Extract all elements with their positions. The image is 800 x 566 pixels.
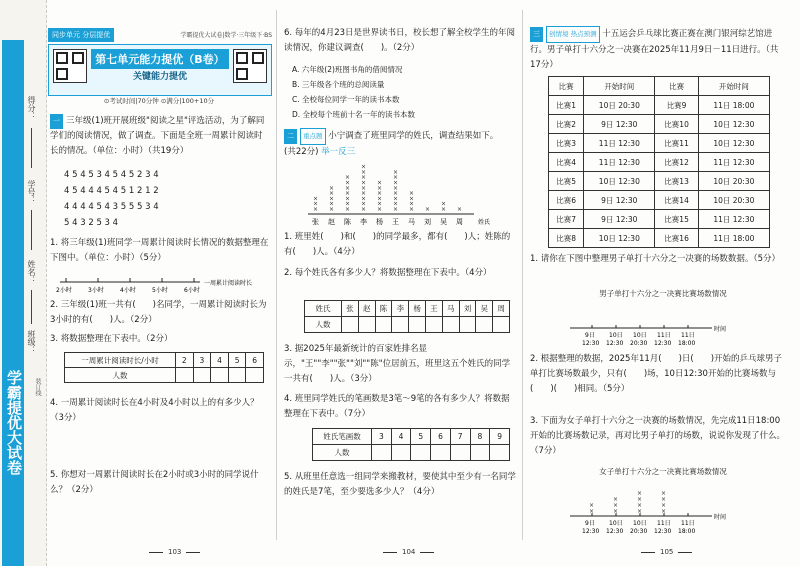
- tally-mark: ×: [393, 200, 399, 208]
- q1-3: 3. 将数据整理在下表中。（2分）: [50, 334, 173, 344]
- tick-label: 12:30: [606, 340, 624, 347]
- table-row: [549, 115, 770, 134]
- table-cell: 比赛4: [549, 153, 584, 172]
- tally-mark: ×: [329, 184, 335, 192]
- page-divider: [276, 10, 277, 540]
- answer-cell[interactable]: [409, 317, 426, 333]
- page-103: [46, 0, 272, 566]
- tick-label: 11日: [657, 332, 671, 339]
- axis-title: 时间: [714, 514, 727, 521]
- tally-mark: ×: [345, 200, 351, 208]
- table-header: 姓氏笔画数: [313, 429, 372, 445]
- surname-label: 王: [392, 218, 399, 226]
- intro-text: 十五运会乒乓球比赛正赛在澳门银河综艺馆进行。男子单打十六分之一决赛在2025年11月9日－11日进行。（共17分）: [530, 29, 779, 70]
- tally-mark: ×: [361, 200, 367, 208]
- q1-4: 4. 一周累计阅读时长在4小时及4小时以上的有多少人？（3分）: [50, 398, 259, 423]
- tally-mark: ×: [613, 496, 619, 503]
- tally-mark: ×: [329, 206, 335, 213]
- table-cell: 9日 12:30: [584, 210, 655, 229]
- tally-mark: ×: [345, 174, 351, 182]
- answer-cell[interactable]: [425, 317, 442, 333]
- table-cell: 比赛1: [549, 96, 584, 115]
- tally-mark: ×: [345, 179, 351, 187]
- page-number: 104: [378, 548, 439, 556]
- table-cell: 11日 12:30: [584, 134, 655, 153]
- table-header: 开始时间: [698, 77, 769, 96]
- intro-text: 小宁调查了班里同学的姓氏，调查结果如下。: [328, 131, 499, 141]
- reading-time-axis: [52, 272, 268, 294]
- answer-cell[interactable]: [431, 445, 451, 461]
- table-header: 一周累计阅读时长/小时: [65, 353, 176, 368]
- axis-label: 6小时: [184, 287, 200, 294]
- table-row: [549, 229, 770, 248]
- table-cell: 10日 12:30: [584, 229, 655, 248]
- table-cell: 10日 20:30: [698, 191, 769, 210]
- table-header: 5: [228, 353, 246, 368]
- option-d[interactable]: D. 全校每个班前十名一年的读书本数: [292, 110, 416, 119]
- tally-mark: ×: [661, 490, 667, 497]
- tally-mark: ×: [361, 206, 367, 213]
- answer-cell[interactable]: [442, 317, 459, 333]
- axis-label: 2小时: [56, 287, 72, 294]
- answer-cell[interactable]: [391, 445, 411, 461]
- related-link[interactable]: 举一反三: [321, 147, 356, 157]
- tally-mark: ×: [329, 200, 335, 208]
- option-b[interactable]: B. 三年级各个班的总阅读量: [292, 80, 385, 89]
- table-cell: 比赛11: [655, 134, 698, 153]
- table-header: 李: [392, 301, 409, 317]
- tally-mark: ×: [377, 195, 383, 203]
- tick-label: 12:30: [582, 528, 600, 535]
- table-header: 8: [470, 429, 490, 445]
- table-header: 7: [450, 429, 470, 445]
- table-header: 5: [411, 429, 431, 445]
- table-cell: 比赛6: [549, 191, 584, 210]
- table-cell: 比赛5: [549, 172, 584, 191]
- table-header: 3: [193, 353, 211, 368]
- table-header: 陈: [375, 301, 392, 317]
- tally-mark: ×: [637, 508, 643, 515]
- table-cell: 比赛12: [655, 153, 698, 172]
- q3-3: 3. 下面为女子单打十六分之一决赛的场数情况，先完成11日18:00开始的比赛场数记录，再对比男子单打的场数，说说你发现了什么。（7分）: [530, 416, 786, 456]
- tally-mark: ×: [613, 502, 619, 509]
- axis-label: 3小时: [88, 287, 104, 294]
- data-row: 4 4 4 4 5 4 3 5 5 5 3 4: [64, 202, 159, 212]
- name-field: 姓名：: [27, 260, 36, 284]
- option-c[interactable]: C. 全校每位同学一年的读书本数: [292, 95, 400, 104]
- surname-label: 赵: [328, 218, 335, 226]
- table-header: 4: [391, 429, 411, 445]
- tally-mark: ×: [329, 190, 335, 198]
- table-cell: 10日 12:30: [584, 172, 655, 191]
- tally-mark: ×: [313, 206, 319, 213]
- question-number: 二: [284, 129, 297, 144]
- match-schedule-table: [548, 76, 770, 248]
- answer-cell[interactable]: [228, 368, 246, 383]
- men-matches-chart: [564, 302, 764, 350]
- answer-cell[interactable]: [342, 317, 359, 333]
- tick-label: 12:30: [654, 528, 672, 535]
- table-header: 吴: [476, 301, 493, 317]
- table-header: 马: [442, 301, 459, 317]
- tally-mark: ×: [313, 195, 319, 203]
- table-header: 4: [211, 353, 229, 368]
- tally-mark: ×: [409, 206, 415, 213]
- surname-chart: [306, 164, 496, 226]
- row-label: 人数: [65, 368, 176, 383]
- tally-mark: ×: [361, 174, 367, 182]
- data-row: 4 5 4 5 3 4 5 4 5 2 3 4: [64, 170, 159, 180]
- surname-label: 周: [456, 218, 463, 226]
- q3-2: 2. 根据整理的数据，2025年11月( )日( )开始的乒乓球男子单打比赛场数最少，只有( )场，10日12:30开始的比赛场数与( )( )相同。（5分）: [530, 354, 783, 394]
- tally-mark: ×: [377, 200, 383, 208]
- table-header: 王: [425, 301, 442, 317]
- tally-mark: ×: [661, 502, 667, 509]
- tally-mark: ×: [361, 184, 367, 192]
- data-row: 5 4 3 2 5 3 4: [64, 218, 119, 228]
- title-banner: [48, 44, 272, 96]
- brand-stripe: [2, 40, 24, 566]
- question-number: 一: [50, 114, 63, 129]
- test-subtitle: 关键能力提优: [132, 72, 187, 82]
- tally-mark: ×: [441, 200, 447, 208]
- tally-mark: ×: [361, 164, 367, 171]
- tally-mark: ×: [361, 190, 367, 198]
- blank-line: [31, 290, 32, 324]
- answer-cell[interactable]: [176, 368, 194, 383]
- table-cell: 11日 12:30: [584, 153, 655, 172]
- blank-line: [31, 210, 32, 250]
- table-cell: 11日 18:00: [698, 96, 769, 115]
- q1-2: 2. 三年级(1)班一共有( )名同学，一周累计阅读时长为3小时的有( )人。（2分）: [50, 300, 267, 325]
- q3-1: 1. 请你在下图中整理男子单打十六分之一决赛的场数数据。（5分）: [530, 254, 780, 264]
- tick-label: 10日: [609, 332, 623, 339]
- tally-mark: ×: [345, 184, 351, 192]
- table-row: [549, 96, 770, 115]
- question-2-intro: [284, 128, 518, 160]
- q1-6: 6. 每年的4月23日是世界读书日，校长想了解全校学生的年阅读情况，你建议调查( )。（2分）: [284, 28, 516, 53]
- tally-mark: ×: [361, 195, 367, 203]
- tally-mark: ×: [329, 195, 335, 203]
- answer-cell[interactable]: [372, 445, 392, 461]
- tally-mark: ×: [345, 190, 351, 198]
- context-badge: 创情境 热点预测: [546, 26, 600, 43]
- tick-label: 10日: [633, 520, 647, 527]
- q2-4: 4. 班里同学姓氏的笔画数是3笔～9笔的各有多少人？将数据整理在下表中。（7分）: [284, 394, 510, 419]
- tally-mark: ×: [345, 206, 351, 213]
- table-row: [549, 191, 770, 210]
- table-cell: 比赛10: [655, 115, 698, 134]
- tally-mark: ×: [377, 184, 383, 192]
- tick-label: 9日: [585, 332, 595, 339]
- tally-mark: ×: [361, 179, 367, 187]
- tick-label: 20:30: [630, 528, 648, 535]
- class-field: 班级：: [27, 330, 36, 354]
- tick-label: 11日: [681, 520, 695, 527]
- axis-label: 4小时: [120, 287, 136, 294]
- table-cell: 10日 12:30: [698, 115, 769, 134]
- table-header: 6: [431, 429, 451, 445]
- cut-line-label: 装订线: [34, 378, 41, 396]
- answer-cell[interactable]: [392, 317, 409, 333]
- answer-cell[interactable]: [450, 445, 470, 461]
- chart1-title: 男子单打十六分之一决赛比赛场数情况: [599, 289, 727, 298]
- table-header: 刘: [459, 301, 476, 317]
- tick-label: 11日: [681, 332, 695, 339]
- chart2-title: 女子单打十六分之一决赛比赛场数情况: [599, 467, 727, 476]
- answer-cell[interactable]: [459, 317, 476, 333]
- tick-label: 12:30: [606, 528, 624, 535]
- answer-cell[interactable]: [470, 445, 490, 461]
- row-label: 人数: [305, 317, 342, 333]
- test-title: 第七单元能力提优（B卷）: [91, 49, 229, 69]
- tally-mark: ×: [393, 168, 399, 176]
- surname-label: 张: [312, 218, 319, 226]
- series-label: 学霸提优大试卷|数学·三年级下·BS: [180, 32, 272, 39]
- option-a[interactable]: A. 六年级(2)班图书角的借阅情况: [292, 65, 403, 74]
- tally-mark: ×: [393, 190, 399, 198]
- score-field: 得分：: [27, 96, 36, 120]
- blank-line: [31, 128, 32, 168]
- tally-mark: ×: [393, 195, 399, 203]
- table-cell: 10日 20:30: [698, 172, 769, 191]
- score-text: (共22分): [284, 147, 319, 157]
- table-cell: 9日 12:30: [584, 191, 655, 210]
- tally-mark: ×: [441, 206, 447, 213]
- answer-cell[interactable]: [411, 445, 431, 461]
- table-row: [549, 153, 770, 172]
- tick-label: 10日: [609, 520, 623, 527]
- surname-label: 刘: [424, 218, 431, 226]
- tick-label: 20:30: [630, 340, 648, 347]
- tally-mark: ×: [361, 168, 367, 176]
- tally-mark: ×: [661, 496, 667, 503]
- number-field: 学号：: [27, 180, 36, 204]
- binder-strip: [0, 0, 47, 566]
- table-row: [549, 134, 770, 153]
- data-row: 4 5 4 4 4 5 4 5 1 2 1 2: [64, 186, 159, 196]
- table-header: 姓氏: [305, 301, 342, 317]
- question-number: 三: [530, 27, 543, 42]
- q2-5: 5. 从班里任意选一组同学来搬教材，要使其中至少有一名同学的姓氏是7笔，至少要选多少人？（4分）: [284, 472, 516, 497]
- table-header: 开始时间: [584, 77, 655, 96]
- q1-5: 5. 你想对一周累计阅读时长在2小时或3小时的同学说什么？（2分）: [50, 470, 259, 495]
- axis-title: 一周累计阅读时长: [204, 280, 253, 287]
- stroke-table: [312, 428, 510, 461]
- tally-mark: ×: [637, 496, 643, 503]
- answer-cell[interactable]: [375, 317, 392, 333]
- question-1-intro: [50, 114, 270, 159]
- reading-table: [64, 352, 264, 383]
- tick-label: 10日: [633, 332, 647, 339]
- page-104: [282, 0, 518, 566]
- tally-mark: ×: [425, 206, 431, 213]
- table-cell: 比赛7: [549, 210, 584, 229]
- tally-mark: ×: [393, 206, 399, 213]
- tally-mark: ×: [409, 195, 415, 203]
- surname-label: 吴: [440, 218, 447, 226]
- key-badge: 重点题: [300, 128, 326, 145]
- table-cell: 比赛14: [655, 191, 698, 210]
- q2-1: 1. 班里姓( )和( )的同学最多，都有( )人；姓陈的有( )人。（4分）: [284, 232, 511, 257]
- table-cell: 比赛8: [549, 229, 584, 248]
- exam-meta: ⊙考试时间|70分钟 ⊙满分|100+10分: [103, 97, 215, 105]
- table-cell: 比赛3: [549, 134, 584, 153]
- surname-table: [304, 300, 510, 333]
- table-header: 6: [246, 353, 264, 368]
- tick-label: 12:30: [582, 340, 600, 347]
- page-number: 105: [636, 548, 697, 556]
- tally-mark: ×: [589, 502, 595, 509]
- tally-mark: ×: [637, 502, 643, 509]
- tally-mark: ×: [313, 200, 319, 208]
- table-cell: 比赛9: [655, 96, 698, 115]
- tally-mark: ×: [589, 508, 595, 515]
- intro-text: 三年级(1)班开展班级"阅读之星"评选活动，为了解同学们的阅读情况，做了调查。下面是全班一周累计阅读时长的情况。（单位：小时）（共19分）: [50, 116, 265, 156]
- tick-label: 11日: [657, 520, 671, 527]
- page-header: [46, 28, 272, 42]
- tally-mark: ×: [393, 184, 399, 192]
- qr-code-icon: [53, 49, 87, 83]
- q1-1: 1. 将三年级(1)班同学一周累计阅读时长情况的数据整理在下图中。（单位：小时）（5分）: [50, 238, 269, 263]
- axis-title: 姓氏: [478, 219, 491, 226]
- table-cell: 比赛13: [655, 172, 698, 191]
- tick-label: 18:00: [678, 528, 696, 535]
- table-header: 3: [372, 429, 392, 445]
- table-header: 杨: [409, 301, 426, 317]
- page-105: [528, 0, 790, 566]
- q2-3: 3. 据2025年最新统计的百家姓排名显示，"王""李""张""刘""陈"位居前五，班里这五个姓氏的同学一共有( )人。（3分）: [284, 344, 511, 384]
- table-cell: 10日 20:30: [584, 96, 655, 115]
- tally-mark: ×: [377, 206, 383, 213]
- table-cell: 9日 12:30: [584, 115, 655, 134]
- tally-mark: ×: [613, 508, 619, 515]
- qr-code-icon: [233, 49, 267, 83]
- reading-data: [64, 170, 264, 234]
- page-divider: [522, 10, 523, 540]
- tick-label: 18:00: [678, 340, 696, 347]
- answer-cell[interactable]: [358, 317, 375, 333]
- table-row: [549, 210, 770, 229]
- surname-label: 李: [360, 218, 367, 226]
- table-header: 张: [342, 301, 359, 317]
- answer-cell[interactable]: [493, 317, 510, 333]
- tick-label: 9日: [585, 520, 595, 527]
- row-label: 人数: [313, 445, 372, 461]
- table-header: 9: [490, 429, 510, 445]
- table-cell: 11日 12:30: [698, 210, 769, 229]
- answer-cell[interactable]: [476, 317, 493, 333]
- tally-mark: ×: [409, 200, 415, 208]
- table-cell: 比赛15: [655, 210, 698, 229]
- answer-cell[interactable]: [211, 368, 229, 383]
- women-matches-chart: [564, 478, 764, 538]
- answer-cell[interactable]: [246, 368, 264, 383]
- tick-label: 12:30: [654, 340, 672, 347]
- brand-text: 学霸提优大试卷: [5, 370, 23, 475]
- tally-mark: ×: [661, 508, 667, 515]
- answer-cell[interactable]: [490, 445, 510, 461]
- tally-mark: ×: [377, 190, 383, 198]
- table-row: [549, 172, 770, 191]
- answer-cell[interactable]: [193, 368, 211, 383]
- tally-mark: ×: [393, 174, 399, 182]
- tally-mark: ×: [345, 195, 351, 203]
- table-header: 2: [176, 353, 194, 368]
- table-header: 赵: [358, 301, 375, 317]
- q2-2: 2. 每个姓氏各有多少人？将数据整理在下表中。（4分）: [284, 268, 492, 278]
- question-3-intro: [530, 26, 788, 73]
- tally-mark: ×: [409, 190, 415, 198]
- q6-options: [292, 62, 516, 122]
- table-cell: 10日 12:30: [698, 134, 769, 153]
- unit-tag: 同步单元 分层提优: [48, 28, 114, 42]
- tally-mark: ×: [377, 179, 383, 187]
- table-header: 周: [493, 301, 510, 317]
- axis-title: 时间: [714, 326, 727, 333]
- surname-label: 杨: [376, 218, 383, 226]
- table-cell: 比赛16: [655, 229, 698, 248]
- tally-mark: ×: [393, 179, 399, 187]
- surname-label: 陈: [344, 218, 351, 226]
- page-number: 103: [144, 548, 205, 556]
- axis-label: 5小时: [152, 287, 168, 294]
- tally-mark: ×: [637, 490, 643, 497]
- table-cell: 11日 18:00: [698, 229, 769, 248]
- table-header: 比赛: [655, 77, 698, 96]
- tally-mark: ×: [457, 206, 463, 213]
- table-header: 比赛: [549, 77, 584, 96]
- table-cell: 11日 12:30: [698, 153, 769, 172]
- table-cell: 比赛2: [549, 115, 584, 134]
- surname-label: 马: [408, 218, 415, 226]
